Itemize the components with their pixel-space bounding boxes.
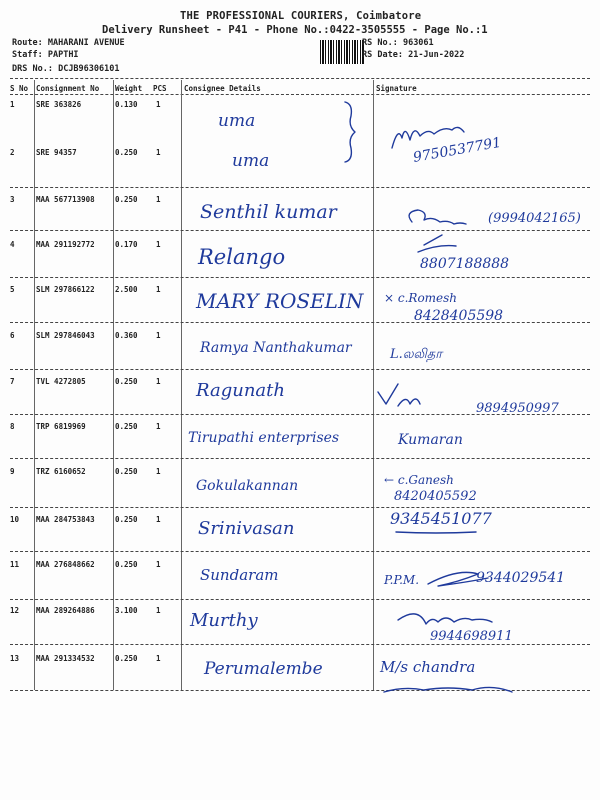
row-consignment-no: MAA 291192772 <box>36 240 95 249</box>
row-weight: 0.250 <box>115 560 138 569</box>
col-sno: S No <box>10 84 29 93</box>
row-weight: 0.250 <box>115 422 138 431</box>
col-weight: Weight <box>115 84 143 93</box>
signature-text: 8420405592 <box>394 489 477 504</box>
row-consignment-no: SLM 297846043 <box>36 331 95 340</box>
consignee-name: Perumalembe <box>204 659 323 679</box>
row-weight: 0.360 <box>115 331 138 340</box>
col-signature: Signature <box>376 84 417 93</box>
signature-prefix: ← c.Ganesh <box>384 473 454 487</box>
row-pcs: 1 <box>156 560 161 569</box>
row-consignment-no: MAA 289264886 <box>36 606 95 615</box>
row-consignment-no: MAA 284753843 <box>36 515 95 524</box>
rs-date-value: 21-Jun-2022 <box>408 50 465 60</box>
row-sno: 10 <box>10 515 20 524</box>
brace-mark <box>345 102 355 162</box>
row-pcs: 1 <box>156 331 161 340</box>
signature-text: 8807188888 <box>420 256 510 272</box>
row-weight: 2.500 <box>115 285 138 294</box>
signature-text: 8428405598 <box>414 308 504 324</box>
signature-text: 9894950997 <box>476 401 559 416</box>
row-sno: 11 <box>10 560 20 569</box>
row-pcs: 1 <box>156 100 161 109</box>
signature-prefix: P.P.M. <box>384 573 420 587</box>
consignee-name: Srinivasan <box>198 518 295 539</box>
runsheet-subtitle: Delivery Runsheet - P41 - Phone No.:0422-3505555 - Page No.:1 <box>102 24 488 36</box>
row-pcs: 1 <box>156 195 161 204</box>
signature-text: M/s chandra <box>380 658 476 676</box>
col-consignee-details: Consignee Details <box>184 84 261 93</box>
row-consignment-no: MAA 276848662 <box>36 560 95 569</box>
row-consignment-no: TRZ 6160652 <box>36 467 86 476</box>
row-sno: 4 <box>10 240 15 249</box>
route-value: MAHARANI AVENUE <box>47 38 125 48</box>
drs-value: DCJB96306101 <box>58 64 120 74</box>
row-pcs: 1 <box>156 377 161 386</box>
row-sno: 8 <box>10 422 15 431</box>
row-consignment-no: SRE 363826 <box>36 100 82 109</box>
consignee-name: uma <box>218 111 256 131</box>
consignee-name: Ramya Nanthakumar <box>200 340 352 356</box>
row-sno: 12 <box>10 606 20 615</box>
row-sno: 7 <box>10 377 15 386</box>
row-pcs: 1 <box>156 606 161 615</box>
consignee-name: Sundaram <box>200 566 279 584</box>
row-weight: 3.100 <box>115 606 138 615</box>
consignee-name: Ragunath <box>196 380 285 401</box>
row-consignment-no: MAA 291334532 <box>36 654 95 663</box>
row-weight: 0.250 <box>115 515 138 524</box>
route-label: Route: <box>12 38 43 48</box>
signature-text: 9750537791 <box>411 134 503 166</box>
row-weight: 0.250 <box>115 654 138 663</box>
signature-scribble <box>396 532 476 533</box>
staff-label: Staff: <box>12 50 43 60</box>
row-pcs: 1 <box>156 654 161 663</box>
col-pcs: PCS <box>153 84 167 93</box>
row-consignment-no: MAA 567713908 <box>36 195 95 204</box>
row-weight: 0.250 <box>115 195 138 204</box>
signature-scribble <box>418 235 456 252</box>
signature-scribble <box>398 614 492 624</box>
signature-text: (9994042165) <box>488 211 581 226</box>
col-consignment-no: Consignment No <box>36 84 100 93</box>
signature-text: Kumaran <box>398 432 463 448</box>
consignee-name: Senthil kumar <box>200 201 337 223</box>
row-pcs: 1 <box>156 422 161 431</box>
row-weight: 0.250 <box>115 377 138 386</box>
row-sno: 6 <box>10 331 15 340</box>
consignee-name: Gokulakannan <box>196 478 299 494</box>
row-consignment-no: TRP 6819969 <box>36 422 86 431</box>
row-pcs: 1 <box>156 240 161 249</box>
row-weight: 0.250 <box>115 148 138 157</box>
consignee-name: Tirupathi enterprises <box>188 430 340 446</box>
row-weight: 0.250 <box>115 467 138 476</box>
row-sno: 1 <box>10 100 15 109</box>
row-sno: 5 <box>10 285 15 294</box>
row-pcs: 1 <box>156 148 161 157</box>
signature-prefix: × c.Romesh <box>384 291 458 305</box>
signature-scribble <box>378 384 420 406</box>
signature-scribble <box>409 210 466 224</box>
row-pcs: 1 <box>156 285 161 294</box>
row-sno: 3 <box>10 195 15 204</box>
consignee-name: Relango <box>198 245 286 269</box>
signature-text: L.லலிதா <box>390 347 443 362</box>
company-title: THE PROFESSIONAL COURIERS, Coimbatore <box>180 10 422 22</box>
row-consignment-no: SLM 297866122 <box>36 285 95 294</box>
rs-date-label: RS Date: <box>362 50 403 60</box>
consignee-name: MARY ROSELIN <box>196 289 364 313</box>
row-consignment-no: SRE 94357 <box>36 148 77 157</box>
row-sno: 2 <box>10 148 15 157</box>
row-sno: 9 <box>10 467 15 476</box>
row-sno: 13 <box>10 654 20 663</box>
rs-no-label: RS No.: <box>362 38 398 48</box>
row-weight: 0.170 <box>115 240 138 249</box>
consignee-name: Murthy <box>190 610 258 631</box>
signature-scribble <box>384 687 512 692</box>
signature-text: 9344029541 <box>476 570 566 586</box>
signature-text: 9944698911 <box>430 629 513 644</box>
row-pcs: 1 <box>156 467 161 476</box>
row-pcs: 1 <box>156 515 161 524</box>
signature-text: 9345451077 <box>390 509 492 528</box>
staff-value: PAPTHI <box>47 50 79 60</box>
rs-no-value: 963061 <box>402 38 434 48</box>
consignee-name: uma <box>232 151 270 171</box>
row-consignment-no: TVL 4272805 <box>36 377 86 386</box>
row-weight: 0.130 <box>115 100 138 109</box>
drs-label: DRS No.: <box>12 64 53 74</box>
